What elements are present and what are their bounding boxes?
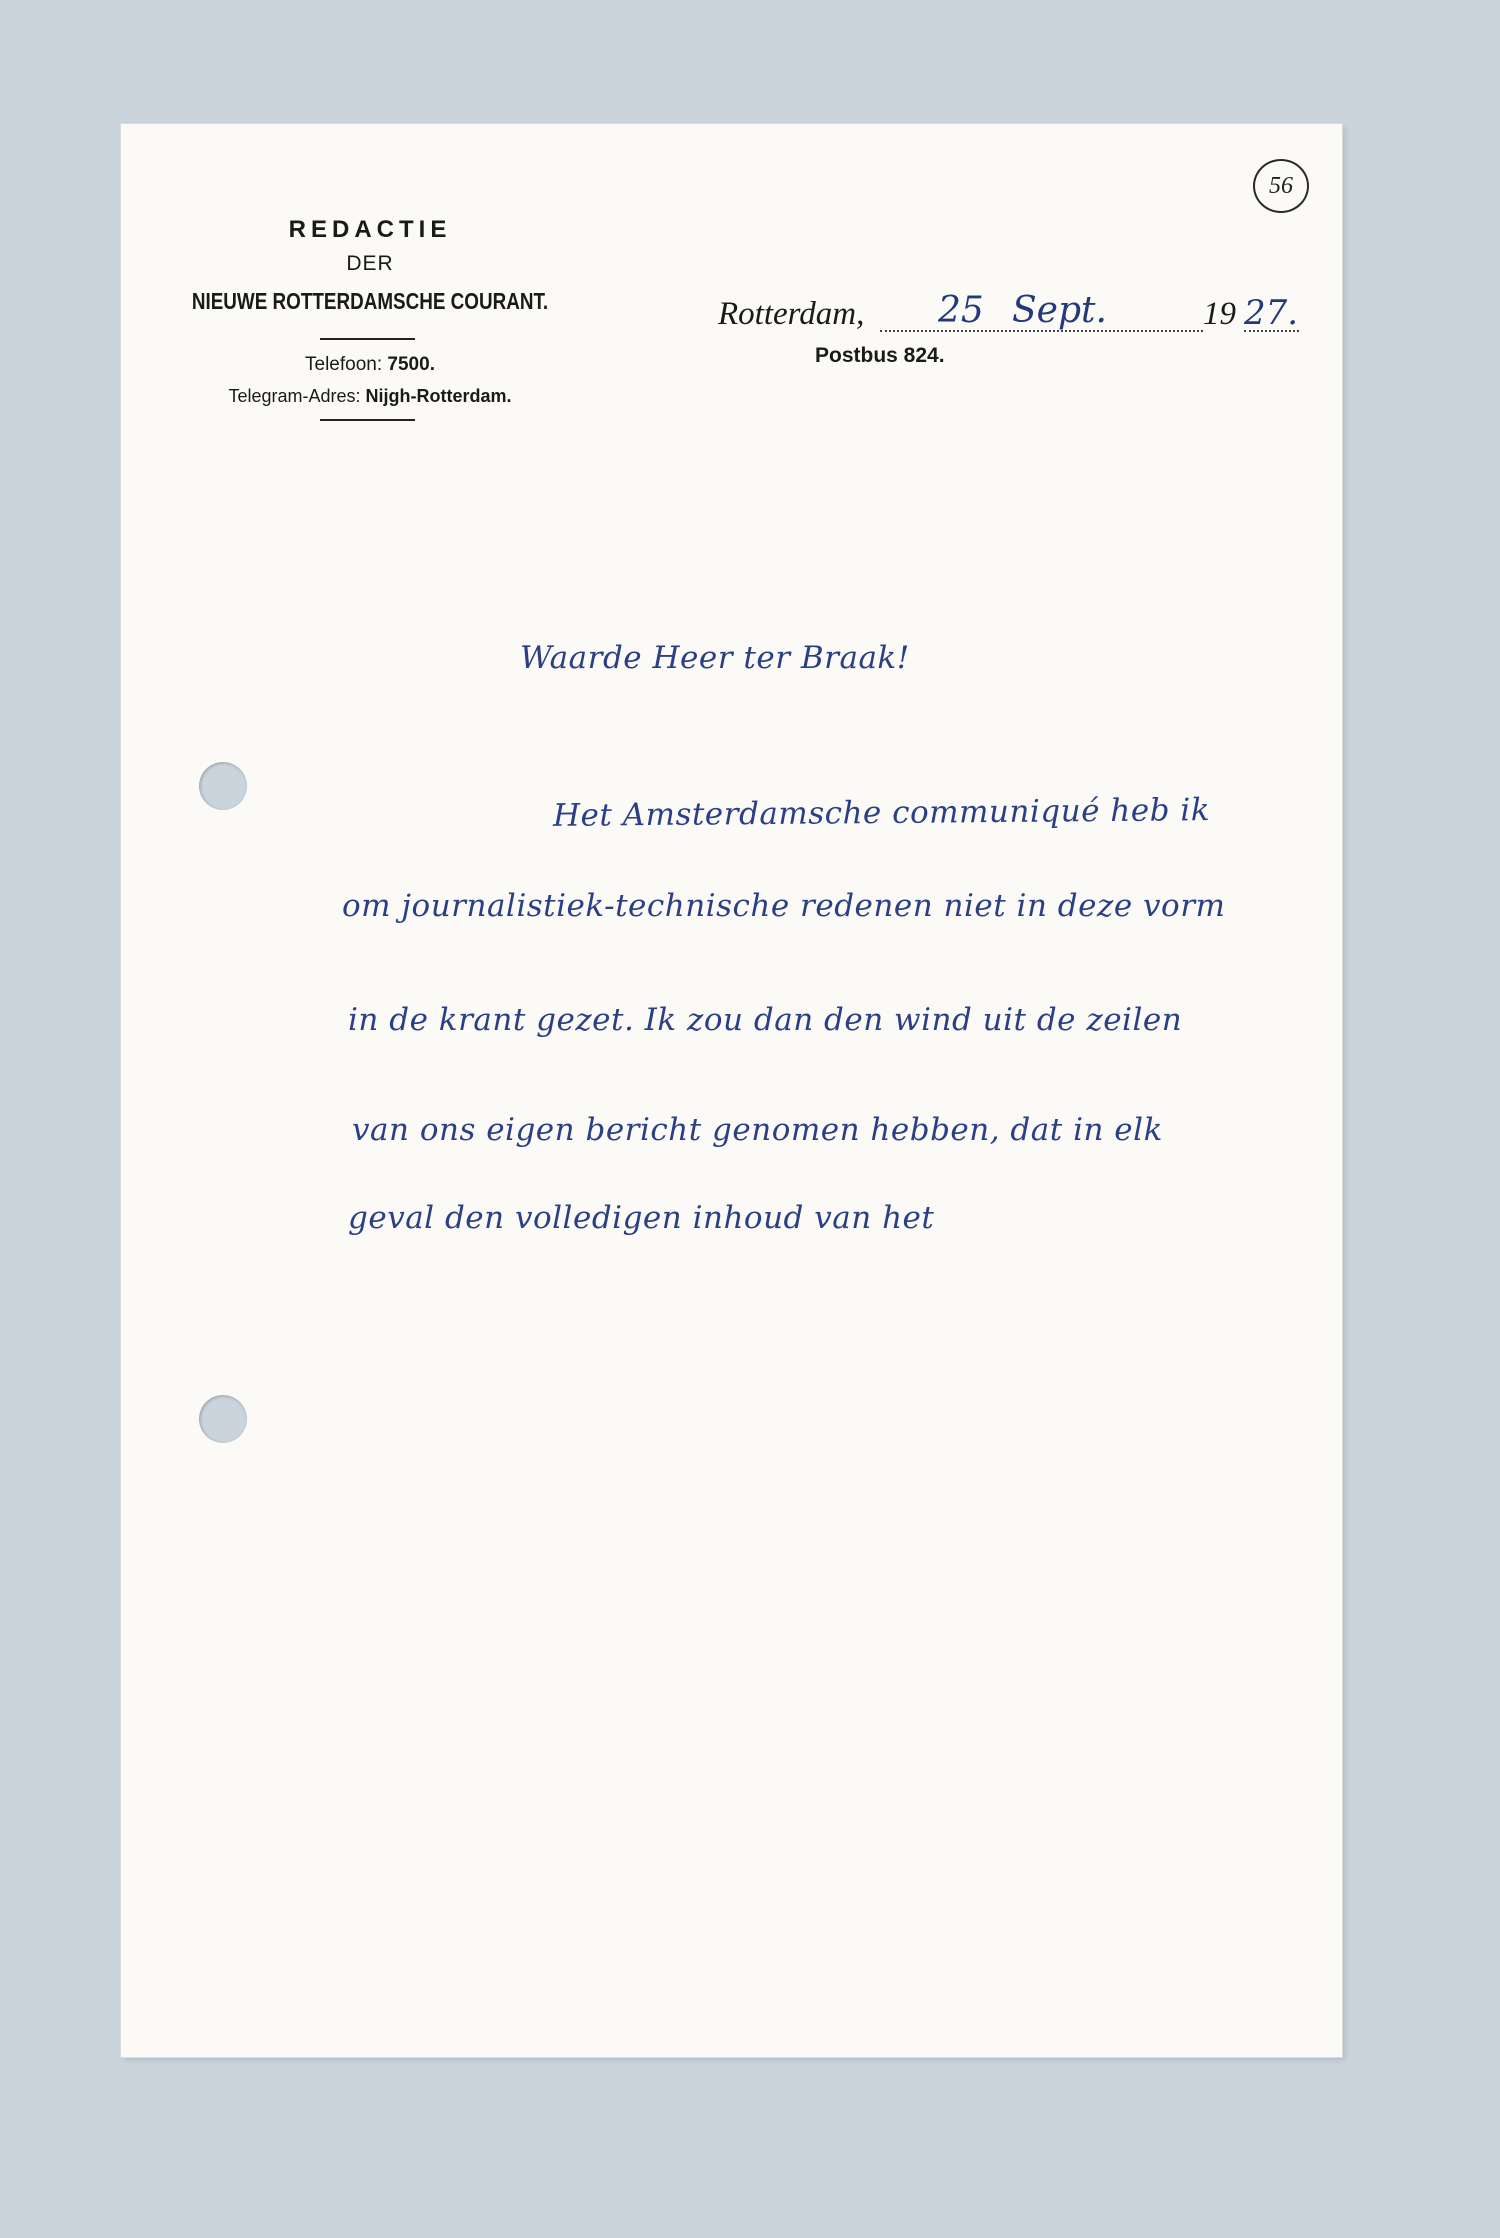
punch-hole (199, 1395, 247, 1443)
letterhead-rule (320, 419, 415, 421)
letterhead-newspaper: NIEUWE ROTTERDAMSCHE COURANT. (191, 288, 549, 314)
letterhead-title: REDACTIE (288, 216, 452, 243)
dateline-place: Rotterdam, (718, 296, 865, 332)
postbus: Postbus 824. (815, 344, 945, 367)
dateline-year-printed: 19 (1203, 296, 1236, 332)
salutation: Waarde Heer ter Braak! (520, 640, 910, 676)
body-line: in de krant gezet. Ik zou dan den wind uit de zeilen (348, 1002, 1183, 1038)
letterhead-phone: Telefoon: 7500. (305, 354, 435, 375)
body-line: geval den volledigen inhoud van het (348, 1200, 935, 1236)
body-line: van ons eigen bericht genomen hebben, dat in elk (352, 1112, 1163, 1148)
folio-number: 56 (1253, 159, 1309, 213)
letter-sheet (121, 124, 1342, 2057)
body-line: om journalistiek-technische redenen niet in deze vorm (342, 888, 1226, 924)
dateline-day: 25 (938, 290, 984, 331)
letterhead-telegram: Telegram-Adres: Nijgh-Rotterdam. (228, 386, 512, 406)
dateline-dots (1244, 330, 1299, 332)
dateline-year-handwritten: 27. (1244, 293, 1299, 333)
letterhead-rule (320, 338, 415, 340)
letterhead-der: DER (346, 252, 394, 275)
punch-hole (199, 762, 247, 810)
dateline-month: Sept. (1012, 290, 1107, 331)
body-line: Het Amsterdamsche communiqué heb ik (552, 792, 1211, 834)
